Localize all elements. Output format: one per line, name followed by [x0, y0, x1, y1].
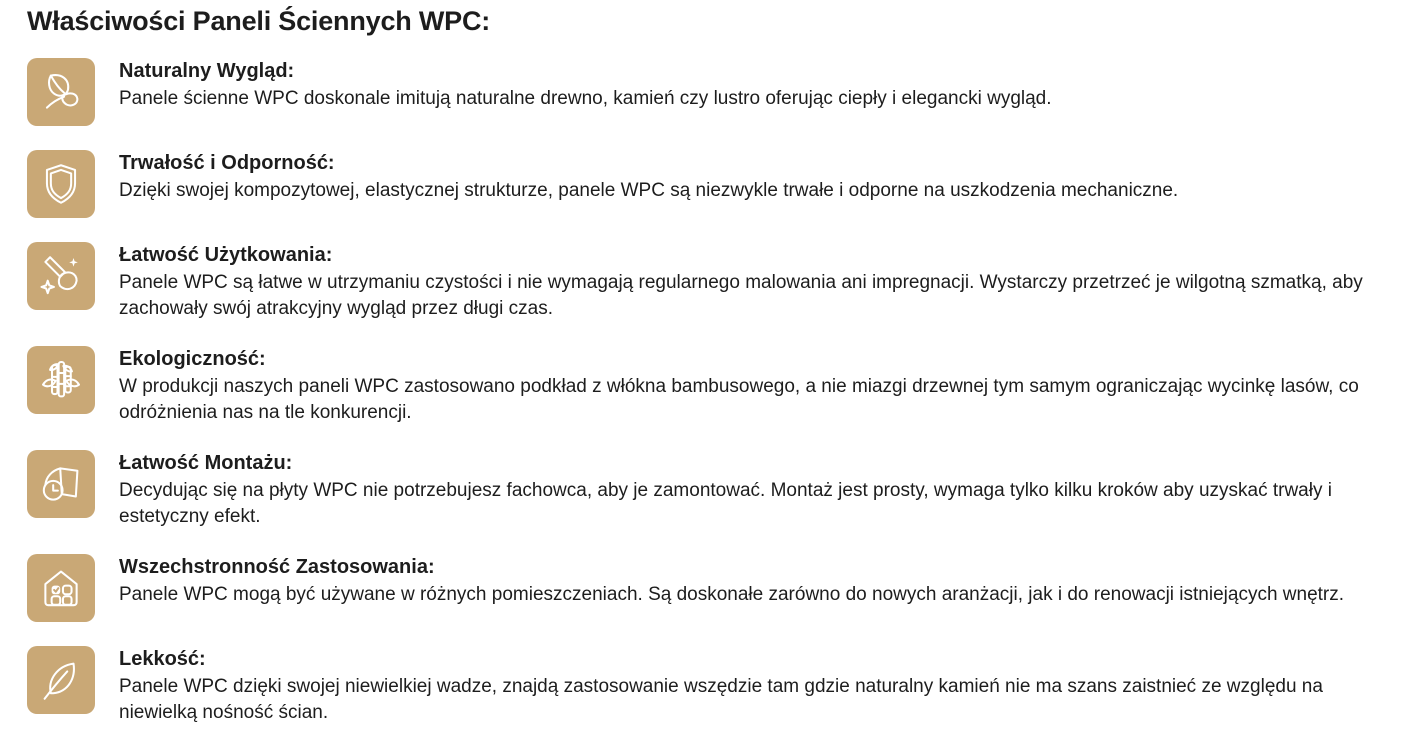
page-title: Właściwości Paneli Ściennych WPC: — [27, 6, 491, 36]
feature-description: Dzięki swojej kompozytowej, elastycznej strukturze, panele WPC są niezwykle trwałe i odporne na uszkodzenia mechaniczne. — [119, 180, 1179, 201]
feature-easy-use — [27, 242, 1377, 322]
quick-install-clock-icon — [27, 450, 95, 518]
shield-icon — [27, 150, 95, 218]
feature-easy-install — [27, 450, 1377, 530]
feature-description: Panele ścienne WPC doskonale imitują naturalne drewno, kamień czy lustro oferując ciepły i elegancki wygląd. — [119, 88, 1052, 109]
feature-durability — [27, 150, 1377, 218]
feature-description: Decydując się na płyty WPC nie potrzebujesz fachowca, aby je zamontować. Montaż jest prosty, wymaga tylko kilku kroków aby uzyskać trwały i estetyczny efekt. — [119, 480, 1332, 527]
leaf-icon — [27, 58, 95, 126]
feature-eco — [27, 346, 1377, 426]
cleaning-brush-icon — [27, 242, 95, 310]
feature-title: Łatwość Użytkowania: — [119, 244, 333, 266]
feature-description: Panele WPC mogą być używane w różnych pomieszczeniach. Są doskonałe zarówno do nowych aranżacji, jak i do renowacji istniejących wnętrz. — [119, 584, 1345, 605]
feature-text — [119, 346, 1377, 426]
feature-description: Panele WPC są łatwe w utrzymaniu czystości i nie wymagają regularnego malowania ani impregnacji. Wystarczy przetrzeć je wilgotną szmatką, aby zachowały swój atrakcyjny wygląd przez długi czas. — [119, 272, 1363, 319]
feature-title: Łatwość Montażu: — [119, 452, 293, 474]
feather-icon — [27, 646, 95, 714]
feature-versatility — [27, 554, 1377, 622]
feature-natural-look — [27, 58, 1377, 126]
bamboo-icon — [27, 346, 95, 414]
feature-title: Ekologiczność: — [119, 348, 266, 370]
feature-description: W produkcji naszych paneli WPC zastosowano podkład z włókna bambusowego, a nie miazgi drzewnej tym samym ograniczając wycinkę lasów, co odróżnienia nas na tle konkurencji. — [119, 376, 1359, 423]
feature-text — [119, 646, 1377, 726]
feature-title: Wszechstronność Zastosowania: — [119, 556, 435, 578]
house-rooms-icon — [27, 554, 95, 622]
feature-text — [119, 58, 1377, 112]
feature-lightweight — [27, 646, 1377, 726]
feature-description: Panele WPC dzięki swojej niewielkiej wadze, znajdą zastosowanie wszędzie tam gdzie naturalny kamień nie ma szans zaistnieć ze względu na niewielką nośność ścian. — [119, 676, 1323, 723]
feature-text — [119, 554, 1377, 608]
feature-title: Naturalny Wygląd: — [119, 60, 295, 82]
feature-text — [119, 150, 1377, 204]
feature-text — [119, 242, 1377, 322]
feature-title: Lekkość: — [119, 648, 206, 670]
feature-text — [119, 450, 1377, 530]
feature-title: Trwałość i Odporność: — [119, 152, 335, 174]
